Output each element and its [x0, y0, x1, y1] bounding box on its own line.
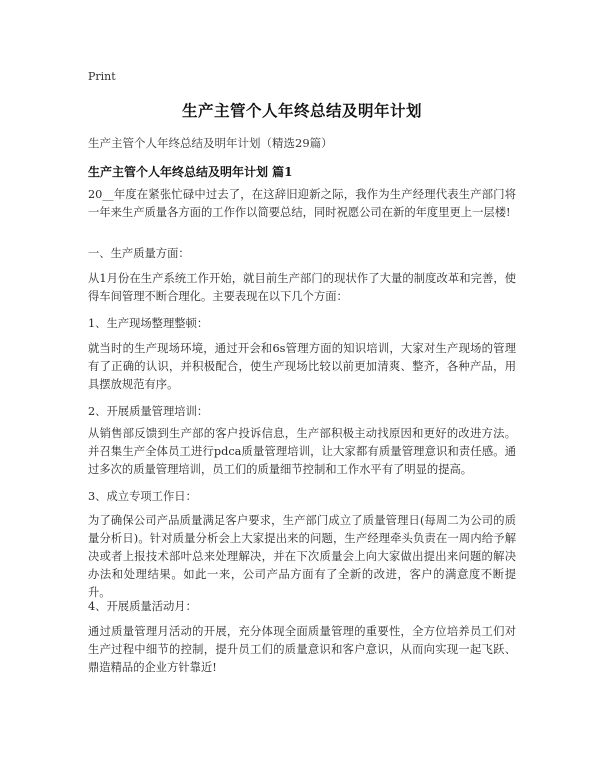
heading-site-organization: 1、生产现场整理整顿：	[88, 317, 209, 330]
page-title: 生产主管个人年终总结及明年计划	[181, 101, 422, 120]
paragraph-training: 从销售部反馈到生产部的客户投诉信息，生产部积极主动找原因和更好的改进方法。并召集生产全体员工进行pdca质量管理培训，让大家都有质量管理意识和责任感。通过多次的质量管理培训，员工们的质量细节控制和工作水平有了明显的提高。	[88, 427, 516, 476]
paragraph-site-organization: 就当时的生产现场环境，通过开会和6s管理方面的知识培训，大家对生产现场的管理有了正确的认识，并积极配合，使生产现场比较以前更加清爽、整齐，各种产品，用具摆放规范有序。	[88, 342, 516, 391]
heading-training: 2、开展质量管理培训：	[88, 405, 209, 418]
document-subtitle: 生产主管个人年终总结及明年计划（精选29篇）	[88, 136, 333, 150]
paragraph-quality: 从1月份在生产系统工作开始，就目前生产部门的现状作了大量的制度改革和完善，使得车间管理不断合理化。主要表现在以下几个方面：	[88, 272, 516, 303]
heading-activity-month: 4、开展质量活动月：	[88, 600, 197, 613]
paragraph-activity-month: 通过质量管理月活动的开展，充分体现全面质量管理的重要性，全方位培养员工们对生产过程中细节的控制，提升员工们的质量意识和客户意识，从而向实现一起飞跃、鼎造精品的企业方针靠近!	[88, 625, 516, 674]
paragraph-workday: 为了确保公司产品质量满足客户要求，生产部门成立了质量管理日(每周二为公司的质量分析日)。针对质量分析会上大家提出来的问题，生产经理牵头负责在一周内给予解决或者上报技术部叶总来处理解决，并在下次质量会上向大家做出提出来问题的解决办法和处理结果。如此一来，公司产品方面有了全新的改进，客户的满意度不断提升。	[88, 514, 516, 599]
heading-quality: 一、生产质量方面：	[88, 247, 190, 260]
print-link[interactable]: Print	[88, 70, 116, 83]
paragraph-intro: 20__年度在紧张忙碌中过去了，在这辞旧迎新之际，我作为生产经理代表生产部门将一年来生产质量各方面的工作作以简要总结，同时祝愿公司在新的年度里更上一层楼!	[88, 188, 516, 219]
heading-workday: 3、成立专项工作日：	[88, 490, 197, 503]
section-heading: 生产主管个人年终总结及明年计划 篇1	[88, 165, 293, 179]
